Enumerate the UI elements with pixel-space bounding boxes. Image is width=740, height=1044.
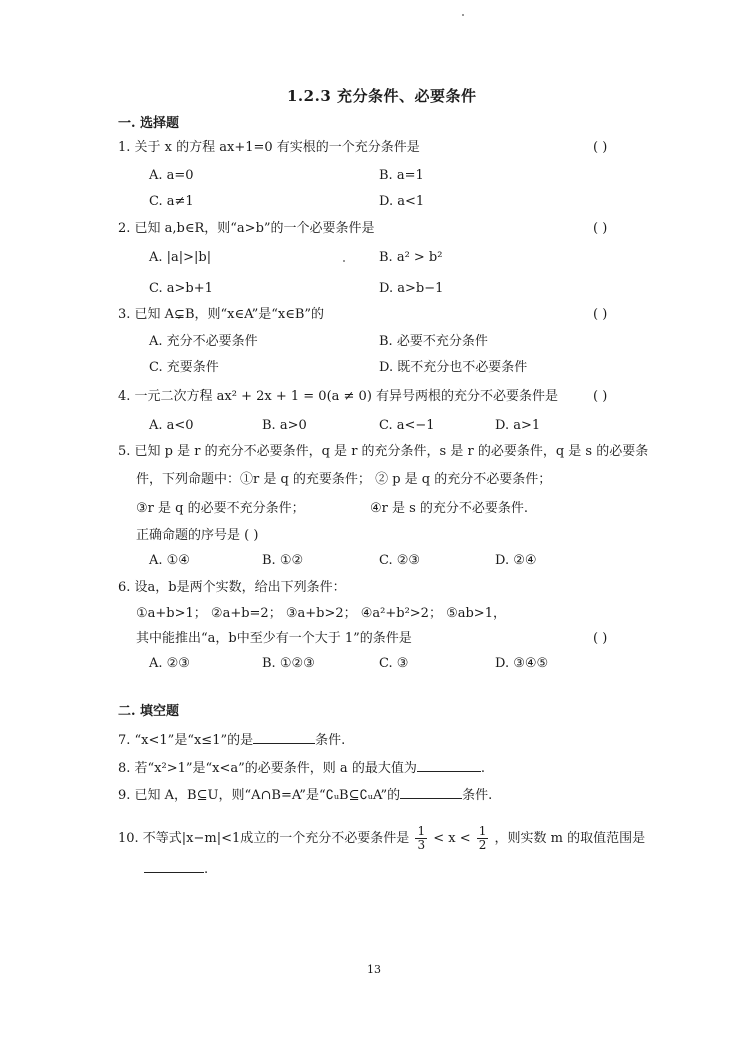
fill-q8-suffix: .: [480, 761, 485, 776]
q1-answer-paren: ( ): [593, 140, 608, 155]
q4-option-c: C. a<−1: [379, 418, 435, 433]
fill-q9-blank[interactable]: [400, 786, 462, 799]
q4-answer-paren: ( ): [593, 389, 608, 404]
q6-option-d: D. ③④⑤: [495, 656, 549, 671]
q3-stem: 3. 已知 A⊊B，则“x∈A”是“x∈B”的: [118, 307, 325, 322]
q5-line3b: ④r 是 s 的充分不必要条件.: [370, 501, 529, 516]
q4-option-a: A. a<0: [149, 418, 194, 433]
q5-line4: 正确命题的序号是 ( ): [136, 528, 259, 543]
fill-q7-suffix: 条件.: [315, 733, 346, 748]
q6-line1: 6. 设a，b是两个实数，给出下列条件：: [118, 580, 346, 595]
q5-line2: 件，下列命题中：①r 是 q 的充要条件； ② p 是 q 的充分不必要条件；: [136, 472, 552, 487]
q2-option-b: B. a² > b²: [379, 250, 443, 265]
q4-stem: 4. 一元二次方程 ax² + 2x + 1 = 0(a ≠ 0) 有异号两根的充分不必要条件是: [118, 389, 559, 404]
fraction-numerator: 1: [417, 824, 426, 838]
q5-option-b: B. ①②: [262, 553, 304, 568]
q1-option-c: C. a≠1: [149, 194, 194, 209]
fill-q10-suffix: ，则实数 m 的取值范围是: [494, 831, 646, 846]
q3-option-c: C. 充要条件: [149, 360, 219, 375]
q2-option-c: C. a>b+1: [149, 281, 213, 296]
q1-option-b: B. a=1: [379, 168, 424, 183]
q2-stem: 2. 已知 a,b∈R，则“a>b”的一个必要条件是: [118, 221, 375, 236]
q5-option-a: A. ①④: [149, 553, 190, 568]
section-fill-in: 二. 填空题: [118, 704, 180, 719]
q2-answer-paren: ( ): [593, 221, 608, 236]
page-title: 1.2.3 充分条件、必要条件: [287, 87, 477, 105]
fraction-denominator: 3: [417, 838, 426, 852]
fill-q9-text: 9. 已知 A，B⊆U，则“A∩B=A”是“∁ᵤB⊆∁ᵤA”的: [118, 788, 401, 803]
fill-q8: [118, 759, 485, 777]
section-multiple-choice: 一. 选择题: [118, 116, 180, 131]
fill-q10-line2: [144, 860, 208, 878]
fill-q10-inequality: < x <: [433, 831, 471, 846]
fill-q7-text: 7. “x<1”是“x≤1”的是: [118, 733, 254, 748]
q3-answer-paren: ( ): [593, 307, 608, 322]
fill-q10-text: 10. 不等式|x−m|<1成立的一个充分不必要条件是: [118, 831, 410, 846]
q3-option-b: B. 必要不充分条件: [379, 334, 488, 349]
fill-q10: [118, 822, 645, 856]
q5-line1: 5. 已知 p 是 r 的充分不必要条件，q 是 r 的充分条件，s 是 r 的必要条件，q 是 s 的必要条: [118, 444, 649, 459]
fill-q9-suffix: 条件.: [462, 788, 493, 803]
fill-q8-text: 8. 若“x²>1”是“x<a”的必要条件，则 a 的最大值为: [118, 761, 417, 776]
scan-speck: [343, 260, 345, 262]
q6-option-b: B. ①②③: [262, 656, 315, 671]
scan-speck: [462, 14, 464, 16]
fill-q7: [118, 731, 345, 749]
page-number: 13: [367, 963, 381, 976]
q6-conditions: ①a+b>1； ②a+b=2； ③a+b>2； ④a²+b²>2； ⑤ab>1，: [136, 606, 506, 621]
q2-option-a: A. |a|>|b|: [149, 250, 212, 265]
fraction-one-half: [477, 825, 489, 852]
q1-stem: 1. 关于 x 的方程 ax+1=0 有实根的一个充分条件是: [118, 140, 420, 155]
q2-option-d: D. a>b−1: [379, 281, 444, 296]
q3-option-d: D. 既不充分也不必要条件: [379, 360, 528, 375]
q5-line3a: ③r 是 q 的必要不充分条件；: [136, 501, 305, 516]
fraction-denominator: 2: [478, 838, 487, 852]
q1-option-d: D. a<1: [379, 194, 425, 209]
fill-q7-blank[interactable]: [253, 731, 315, 744]
q6-option-a: A. ②③: [149, 656, 190, 671]
fill-q9: [118, 786, 492, 804]
fraction-one-third: [415, 825, 427, 852]
fill-q10-end: .: [204, 862, 209, 877]
q5-option-c: C. ②③: [379, 553, 421, 568]
q1-option-a: A. a=0: [149, 168, 194, 183]
fraction-numerator: 1: [478, 824, 487, 838]
fill-q10-blank[interactable]: [144, 860, 204, 873]
q6-line3: 其中能推出“a，b中至少有一个大于 1”的条件是: [136, 631, 412, 646]
q5-option-d: D. ②④: [495, 553, 537, 568]
q4-option-b: B. a>0: [262, 418, 307, 433]
q6-answer-paren: ( ): [593, 631, 608, 646]
q6-option-c: C. ③: [379, 656, 409, 671]
q4-option-d: D. a>1: [495, 418, 541, 433]
q3-option-a: A. 充分不必要条件: [149, 334, 258, 349]
fill-q8-blank[interactable]: [417, 759, 481, 772]
